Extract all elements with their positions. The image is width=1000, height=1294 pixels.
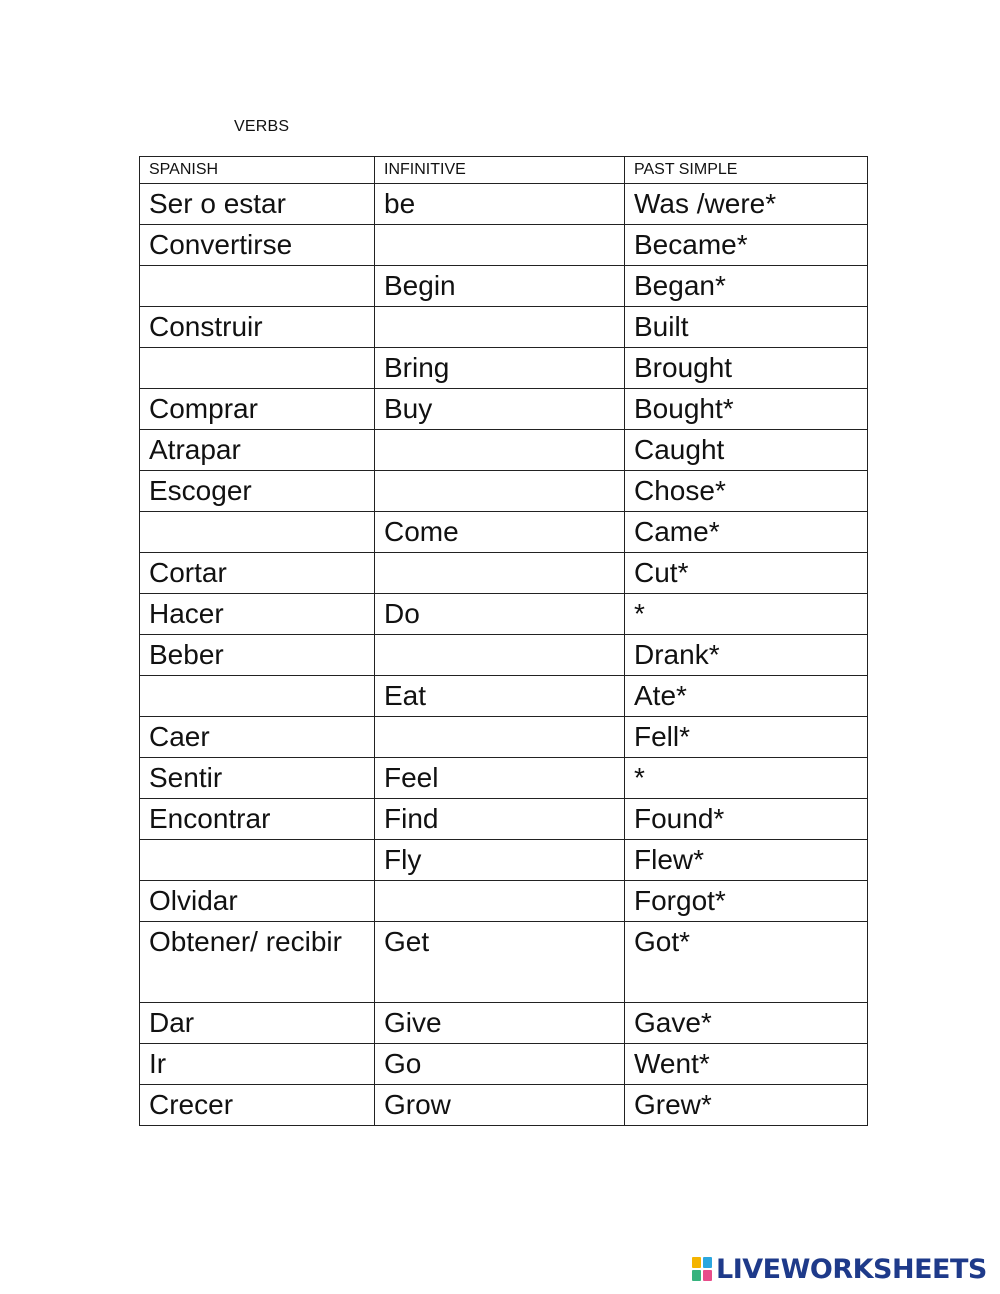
- past-simple-cell: Cut*: [625, 553, 868, 594]
- table-row: [140, 881, 868, 922]
- past-simple-cell: Flew*: [625, 840, 868, 881]
- spanish-cell: Olvidar: [140, 881, 375, 922]
- past-simple-cell: Brought: [625, 348, 868, 389]
- spanish-cell: Convertirse: [140, 225, 375, 266]
- table-row: [140, 840, 868, 881]
- header-past-simple: PAST SIMPLE: [625, 157, 868, 184]
- table-body: [140, 184, 868, 1126]
- table-row: [140, 594, 868, 635]
- past-simple-cell: Got*: [625, 922, 868, 1003]
- table-row: [140, 1044, 868, 1085]
- spanish-cell: Dar: [140, 1003, 375, 1044]
- past-simple-cell: *: [625, 758, 868, 799]
- spanish-cell: [140, 676, 375, 717]
- table-row: [140, 348, 868, 389]
- infinitive-cell: [375, 717, 625, 758]
- table-row: [140, 799, 868, 840]
- past-simple-cell: Was /were*: [625, 184, 868, 225]
- table-header-row: [140, 157, 868, 184]
- infinitive-cell: Bring: [375, 348, 625, 389]
- spanish-cell: Beber: [140, 635, 375, 676]
- spanish-cell: Cortar: [140, 553, 375, 594]
- past-simple-cell: Began*: [625, 266, 868, 307]
- infinitive-cell: Go: [375, 1044, 625, 1085]
- infinitive-cell: [375, 881, 625, 922]
- past-simple-cell: Went*: [625, 1044, 868, 1085]
- spanish-cell: Encontrar: [140, 799, 375, 840]
- past-simple-cell: Chose*: [625, 471, 868, 512]
- spanish-cell: [140, 512, 375, 553]
- infinitive-cell: Buy: [375, 389, 625, 430]
- infinitive-cell: Do: [375, 594, 625, 635]
- infinitive-cell: Begin: [375, 266, 625, 307]
- past-simple-cell: Caught: [625, 430, 868, 471]
- header-spanish: SPANISH: [140, 157, 375, 184]
- spanish-cell: Escoger: [140, 471, 375, 512]
- spanish-cell: Construir: [140, 307, 375, 348]
- infinitive-cell: Fly: [375, 840, 625, 881]
- table-row: [140, 266, 868, 307]
- logo-text: LIVEWORKSHEETS: [716, 1253, 987, 1285]
- spanish-cell: Sentir: [140, 758, 375, 799]
- infinitive-cell: [375, 471, 625, 512]
- spanish-cell: Obtener/ recibir: [140, 922, 375, 1003]
- table-row: [140, 717, 868, 758]
- verbs-table: [139, 156, 868, 1126]
- table-row: [140, 758, 868, 799]
- infinitive-cell: Grow: [375, 1085, 625, 1126]
- table-row: [140, 307, 868, 348]
- past-simple-cell: Became*: [625, 225, 868, 266]
- table-row: [140, 512, 868, 553]
- past-simple-cell: Forgot*: [625, 881, 868, 922]
- liveworksheets-logo[interactable]: [692, 1254, 987, 1284]
- past-simple-cell: Found*: [625, 799, 868, 840]
- infinitive-cell: [375, 635, 625, 676]
- infinitive-cell: Come: [375, 512, 625, 553]
- spanish-cell: Hacer: [140, 594, 375, 635]
- table-row: [140, 225, 868, 266]
- table-row: [140, 676, 868, 717]
- table-row: [140, 1003, 868, 1044]
- infinitive-cell: [375, 553, 625, 594]
- table-row: [140, 553, 868, 594]
- table-row: [140, 389, 868, 430]
- document-title: VERBS: [234, 118, 290, 135]
- spanish-cell: [140, 348, 375, 389]
- spanish-cell: Comprar: [140, 389, 375, 430]
- infinitive-cell: Give: [375, 1003, 625, 1044]
- table-row: [140, 471, 868, 512]
- table-row: [140, 184, 868, 225]
- infinitive-cell: Feel: [375, 758, 625, 799]
- spanish-cell: [140, 840, 375, 881]
- past-simple-cell: Built: [625, 307, 868, 348]
- liveworksheets-logo-icon: [692, 1257, 712, 1281]
- infinitive-cell: be: [375, 184, 625, 225]
- infinitive-cell: [375, 225, 625, 266]
- infinitive-cell: Find: [375, 799, 625, 840]
- past-simple-cell: Ate*: [625, 676, 868, 717]
- past-simple-cell: Came*: [625, 512, 868, 553]
- infinitive-cell: Get: [375, 922, 625, 1003]
- past-simple-cell: Bought*: [625, 389, 868, 430]
- spanish-cell: Ser o estar: [140, 184, 375, 225]
- infinitive-cell: [375, 307, 625, 348]
- spanish-cell: Ir: [140, 1044, 375, 1085]
- past-simple-cell: Gave*: [625, 1003, 868, 1044]
- past-simple-cell: Grew*: [625, 1085, 868, 1126]
- spanish-cell: Caer: [140, 717, 375, 758]
- past-simple-cell: Drank*: [625, 635, 868, 676]
- past-simple-cell: Fell*: [625, 717, 868, 758]
- spanish-cell: Crecer: [140, 1085, 375, 1126]
- table-row: [140, 922, 868, 1003]
- table-row: [140, 430, 868, 471]
- header-infinitive: INFINITIVE: [375, 157, 625, 184]
- infinitive-cell: [375, 430, 625, 471]
- infinitive-cell: Eat: [375, 676, 625, 717]
- spanish-cell: [140, 266, 375, 307]
- table-row: [140, 635, 868, 676]
- spanish-cell: Atrapar: [140, 430, 375, 471]
- table-row: [140, 1085, 868, 1126]
- past-simple-cell: *: [625, 594, 868, 635]
